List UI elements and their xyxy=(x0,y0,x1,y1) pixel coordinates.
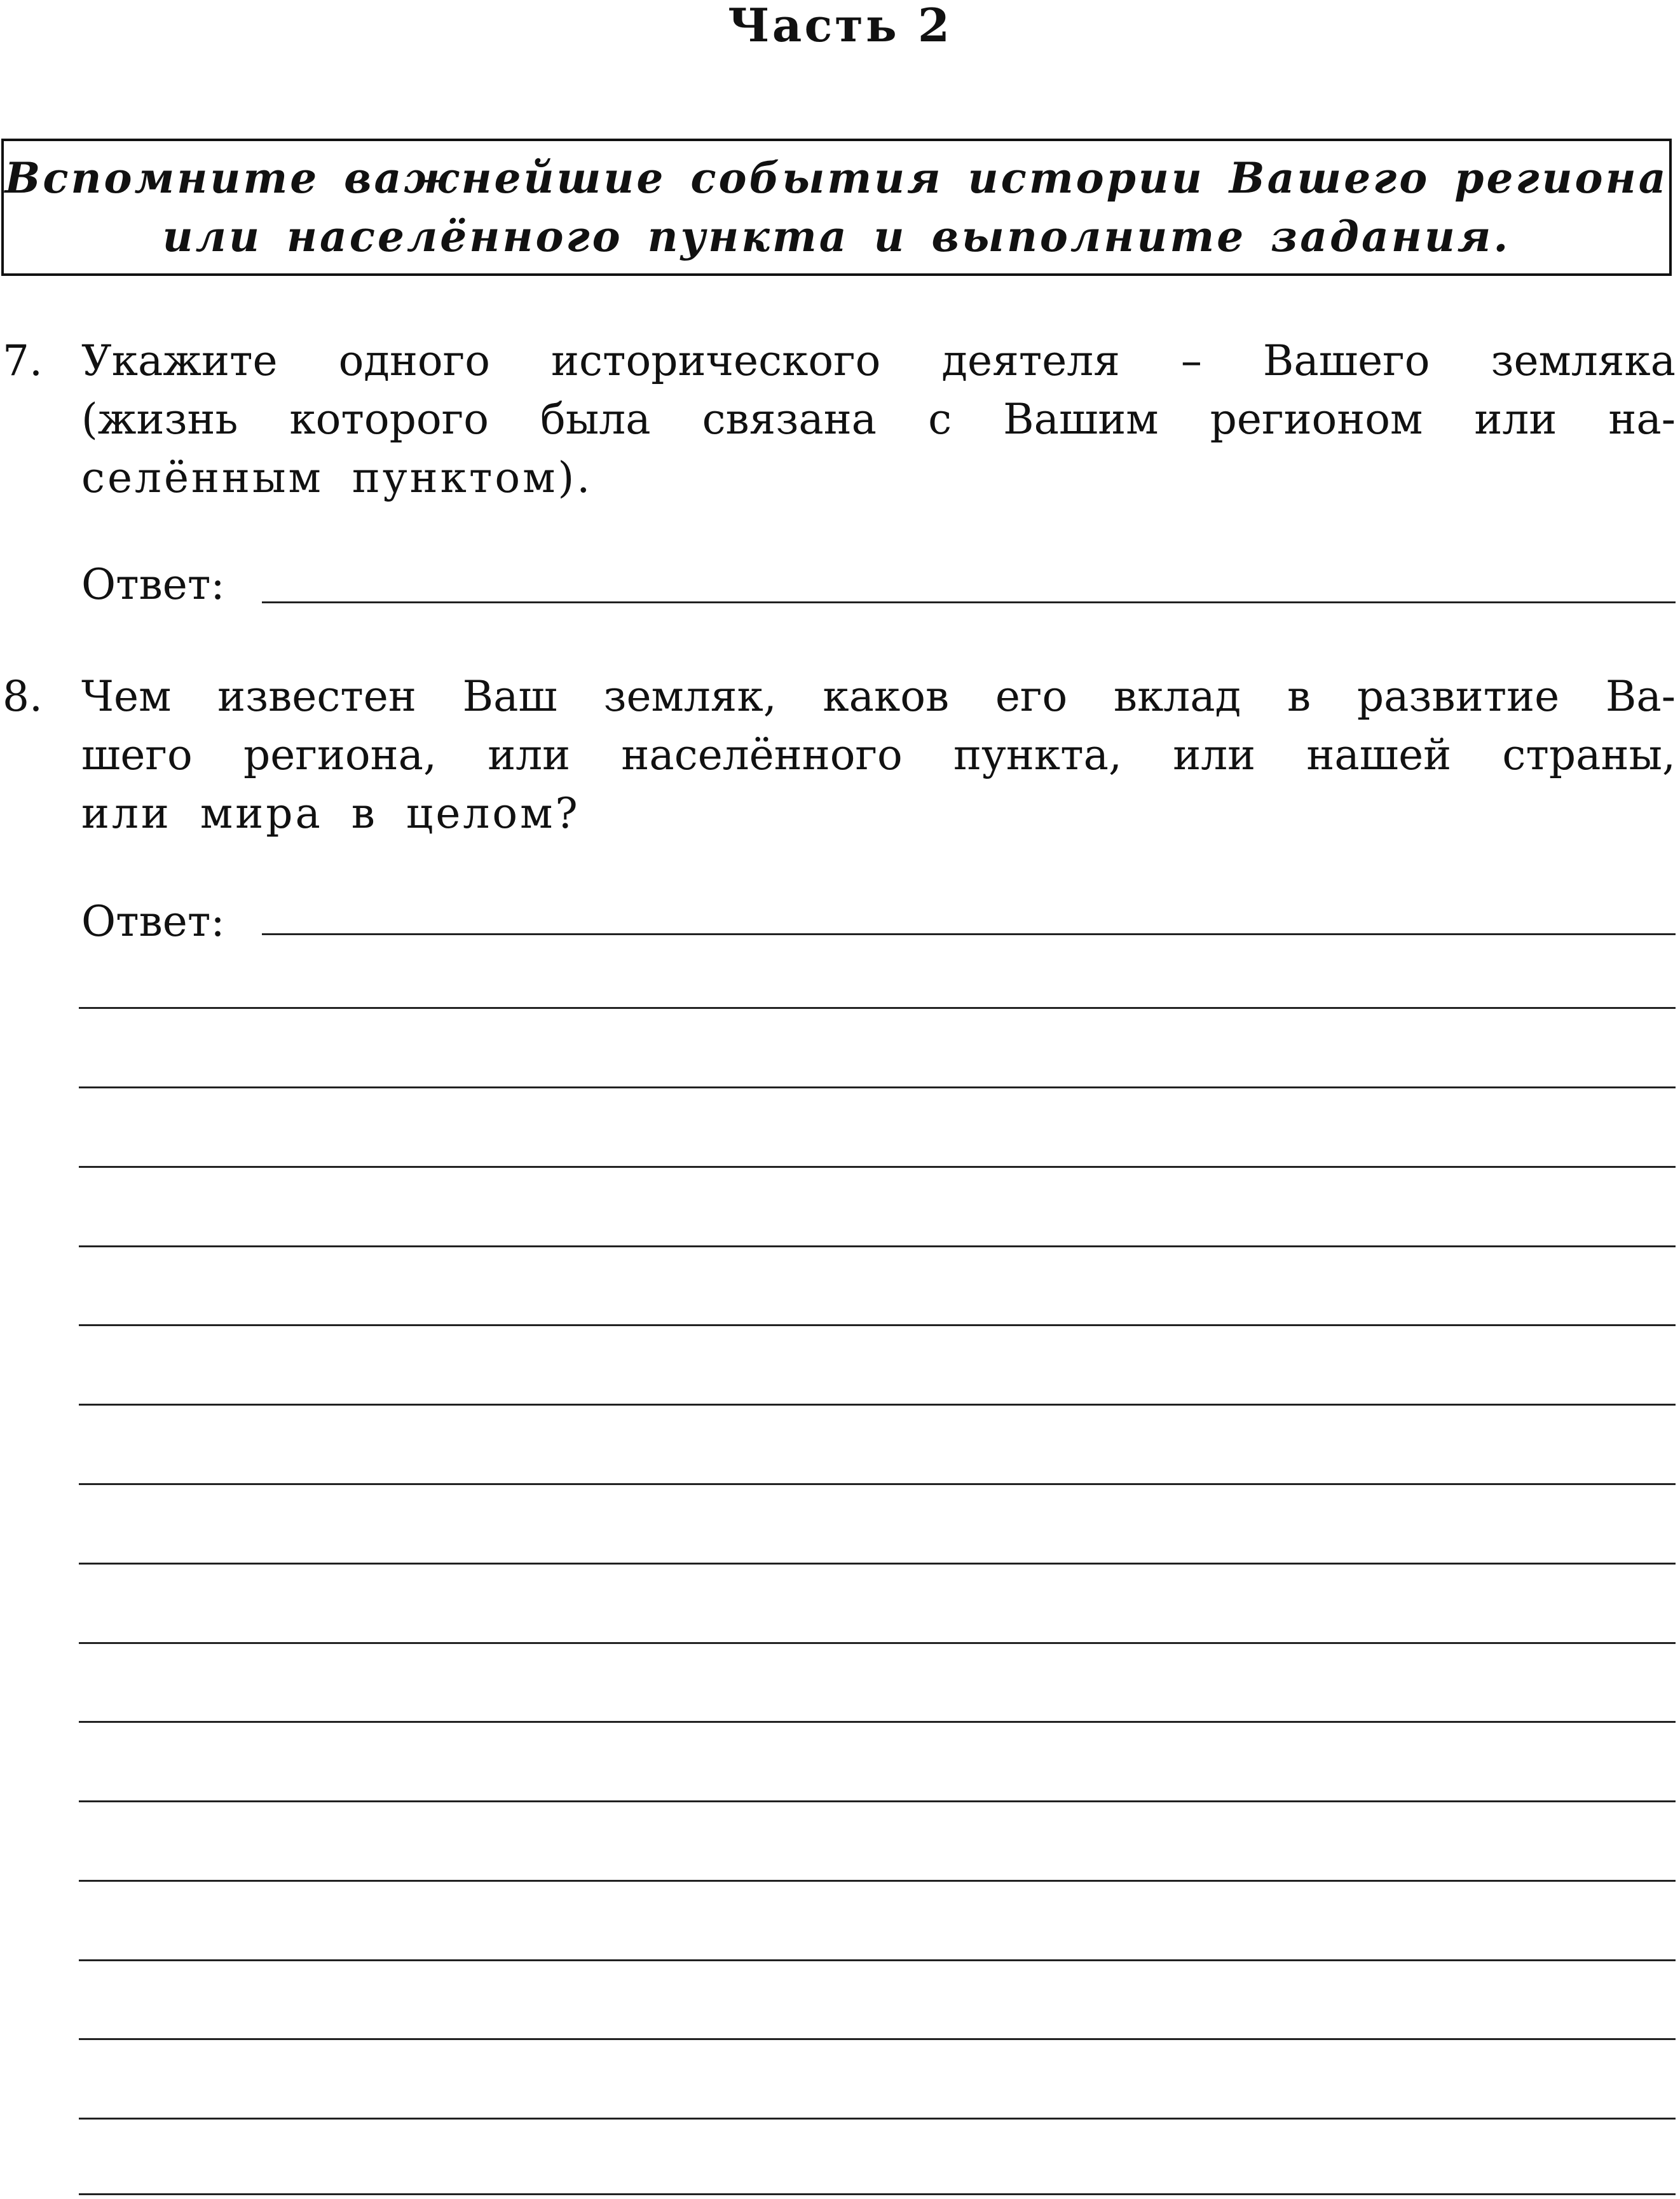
answer-writing-line[interactable] xyxy=(79,1642,1676,1644)
answer-writing-line[interactable] xyxy=(79,1086,1676,1088)
question-8-line-3: или мира в целом? xyxy=(81,789,580,838)
question-8-answer-label: Ответ: xyxy=(81,897,225,946)
answer-writing-line[interactable] xyxy=(79,1245,1676,1247)
answer-writing-line[interactable] xyxy=(79,1483,1676,1485)
question-7-line-2: (жизнь которого была связана с Вашим регионом или на- xyxy=(81,395,1676,444)
question-7-answer-line[interactable] xyxy=(262,601,1676,603)
question-8-line-2: шего региона, или населённого пункта, или нашей страны, xyxy=(81,730,1676,779)
instruction-line-2: или населённого пункта и выполните задания. xyxy=(162,212,1511,261)
question-7-line-3: селённым пунктом). xyxy=(81,453,593,502)
question-7-answer-label: Ответ: xyxy=(81,560,225,609)
answer-writing-line[interactable] xyxy=(79,1007,1676,1009)
answer-writing-line[interactable] xyxy=(79,1880,1676,1882)
answer-writing-line[interactable] xyxy=(79,1563,1676,1565)
answer-writing-line[interactable] xyxy=(79,2038,1676,2040)
answer-writing-line[interactable] xyxy=(79,2118,1676,2120)
question-7-number: 7. xyxy=(3,336,43,385)
question-8-number: 8. xyxy=(3,672,43,721)
answer-writing-line[interactable] xyxy=(79,1324,1676,1326)
answer-writing-line[interactable] xyxy=(79,2193,1676,2195)
question-7-line-1: Укажите одного исторического деятеля – Вашего земляка xyxy=(81,336,1676,385)
question-8-answer-line[interactable] xyxy=(262,933,1676,935)
answer-writing-line[interactable] xyxy=(79,1959,1676,1961)
answer-writing-line[interactable] xyxy=(79,1166,1676,1168)
answer-writing-line[interactable] xyxy=(79,1404,1676,1406)
answer-writing-line[interactable] xyxy=(79,1800,1676,1802)
question-8-line-1: Чем известен Ваш земляк, каков его вклад в развитие Ва- xyxy=(81,672,1676,721)
part-title: Часть 2 xyxy=(728,0,952,52)
instruction-line-1: Вспомните важнейшие события истории Вашего региона xyxy=(4,153,1669,203)
instruction-box xyxy=(1,139,1672,276)
answer-writing-line[interactable] xyxy=(79,1721,1676,1723)
